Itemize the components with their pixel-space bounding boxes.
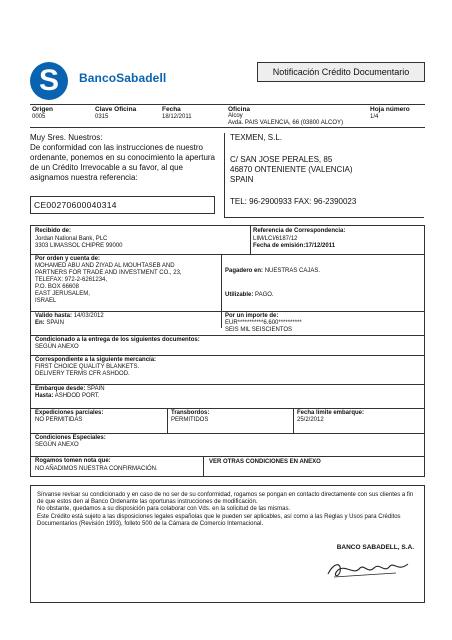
addressee-name: TEXMEN, S.L. [230,133,283,142]
condicionado-label: Condicionado a la entrega de los siguientes documentos: [35,337,200,343]
ordenante-line-4: P.O. BOX 66608 [35,284,79,290]
intro-line: Muy Sres. Nuestros: [30,133,103,142]
footer-text [37,492,419,528]
ordenante-line-3: TELEFAX: 972-2-6261234, [35,277,108,283]
addressee-block [224,133,424,218]
nota-value: NO AÑADIMOS NUESTRA CONFIRMACIÓN. [35,466,158,472]
limite-label: Fecha límite embarque: [297,410,365,416]
transbordos-label: Transbordos: [171,410,210,416]
bank-logo [30,57,68,100]
utilizable: Utilizable: PAGO. [225,292,274,298]
ver-otras-condiciones: VER OTRAS CONDICIONES EN ANEXO [209,459,321,465]
footer-box [30,485,425,603]
footer-text-line: No obstante, quedamos a su disposición para colaborar con Vds. en la solicitud de las mismas. [37,506,291,513]
footer-text-line: Sírvanse revisar su condicionado y en caso de no ser de su conformidad, rogamos se pongan en contacto directamente con sus clientes a fin de que estos den al Banco Ordenante las oportunas instrucciones de modificación. [37,492,414,506]
nota-label: Rogamos tomen nota que: [35,458,111,464]
bank-signature-name: BANCO SABADELL, S.A. [336,544,414,551]
intro-line: De conformidad con las instrucciones de nuestro ordenante, ponemos en su conocimiento la apertura de un Crédito Irrevocable a su favor, al que asignamos nuestra referencia: [30,143,216,182]
hoja-label: Hoja número [370,106,410,113]
oficina-value: Alcoy [228,113,243,119]
intro-text [30,133,215,183]
footer-text-line: Este Crédito está sujeto a las disposiciones legales españolas que le pueden ser aplicables, así como a las Reglas y Usos para Créditos Documentarios (Revisión 1993), folleto 500 de la Cámara de Comercio Internacional. [37,513,401,527]
embarque-hasta: Hasta: ASHDOD PORT. [35,393,100,399]
ordenante-line-5: EAST JERUSALEM, [35,291,90,297]
logo-letter: S [38,64,59,97]
reference-number: CE00270600040314 [30,196,215,214]
fecha-emision: Fecha de emisión:17/12/2011 [253,243,336,249]
transbordos-value: PERMITIDOS [171,417,209,423]
parciales-value: NO PERMITIDAS [35,417,83,423]
ordenante-line-1: MOHAMED ABU AND ZIYAD AL MOUHTASEB AND [35,263,175,269]
condicionado-value: SEGÚN ANEXO [35,344,79,350]
valido-hasta: Valido hasta: 14/03/2012 [35,313,104,319]
fecha-label: Fecha [162,106,181,113]
recibido-line-2: 3303 LIMASSOL CHIPRE 99000 [35,243,123,249]
origen-value: 0005 [32,114,46,120]
origen-label: Origen [32,106,53,113]
logo-small-letter: B [34,57,41,67]
addressee-street: C/ SAN JOSE PERALES, 85 [230,155,333,164]
ordenante-label: Por orden y cuenta de: [35,256,101,262]
recibido-line-1: Jordan National Bank, PLC [35,236,108,242]
importe-value: EUR***********6.600********** [225,320,302,326]
mercancia-line-2: DELIVERY TERMS CFR ASHDOD. [35,371,130,377]
en: En: SPAIN [35,320,64,326]
oficina-address: Avda. PAIS VALENCIA, 66 (03800 ALCOY) [228,120,344,126]
recibido-label: Recibido de: [35,228,72,234]
ref-corr-label: Referencia de Correspondencia: [253,228,346,234]
handwritten-signature [324,556,414,582]
addressee-phone: TEL: 96-2900933 FAX: 96-2390023 [230,197,357,206]
pagadero: Pagadero en: NUESTRAS CAJAS. [225,268,321,274]
clave-oficina-value: 0315 [95,114,109,120]
addressee-country: SPAIN [230,175,254,184]
clave-oficina-label: Clave Oficina [95,106,137,113]
importe-words: SEIS MIL SEISCIENTOS [225,327,293,333]
ordenante-line-2: PARTNERS FOR TRADE AND INVESTMENT CO., 23, [35,270,182,276]
especiales-label: Condiciones Especiales: [35,435,106,441]
ordenante-line-6: ISRAEL [35,298,57,304]
especiales-value: SEGÚN ANEXO [35,442,79,448]
limite-value: 25/2/2012 [297,417,324,423]
oficina-label: Oficina [228,106,251,113]
embarque-desde: Embarque desde: SPAIN [35,386,105,392]
parciales-label: Expediciones parciales: [35,410,104,416]
importe-label: Por un importe de: [225,313,279,319]
bank-name: BancoSabadell [79,71,167,85]
mercancia-line-1: FIRST CHOICE QUALITY BLANKETS. [35,364,140,370]
credit-details-table [30,225,425,477]
meta-header-row [30,104,425,128]
addressee-city: 46870 ONTENIENTE (VALENCIA) [230,165,353,174]
document-title: Notificación Crédito Documentario [257,62,425,82]
ref-corr-value: LIM/LCI/6187/12 [253,236,298,242]
mercancia-label: Correspondiente a la siguiente mercancía: [35,357,157,363]
fecha-value: 18/12/2011 [162,114,192,120]
hoja-value: 1/4 [370,114,379,120]
